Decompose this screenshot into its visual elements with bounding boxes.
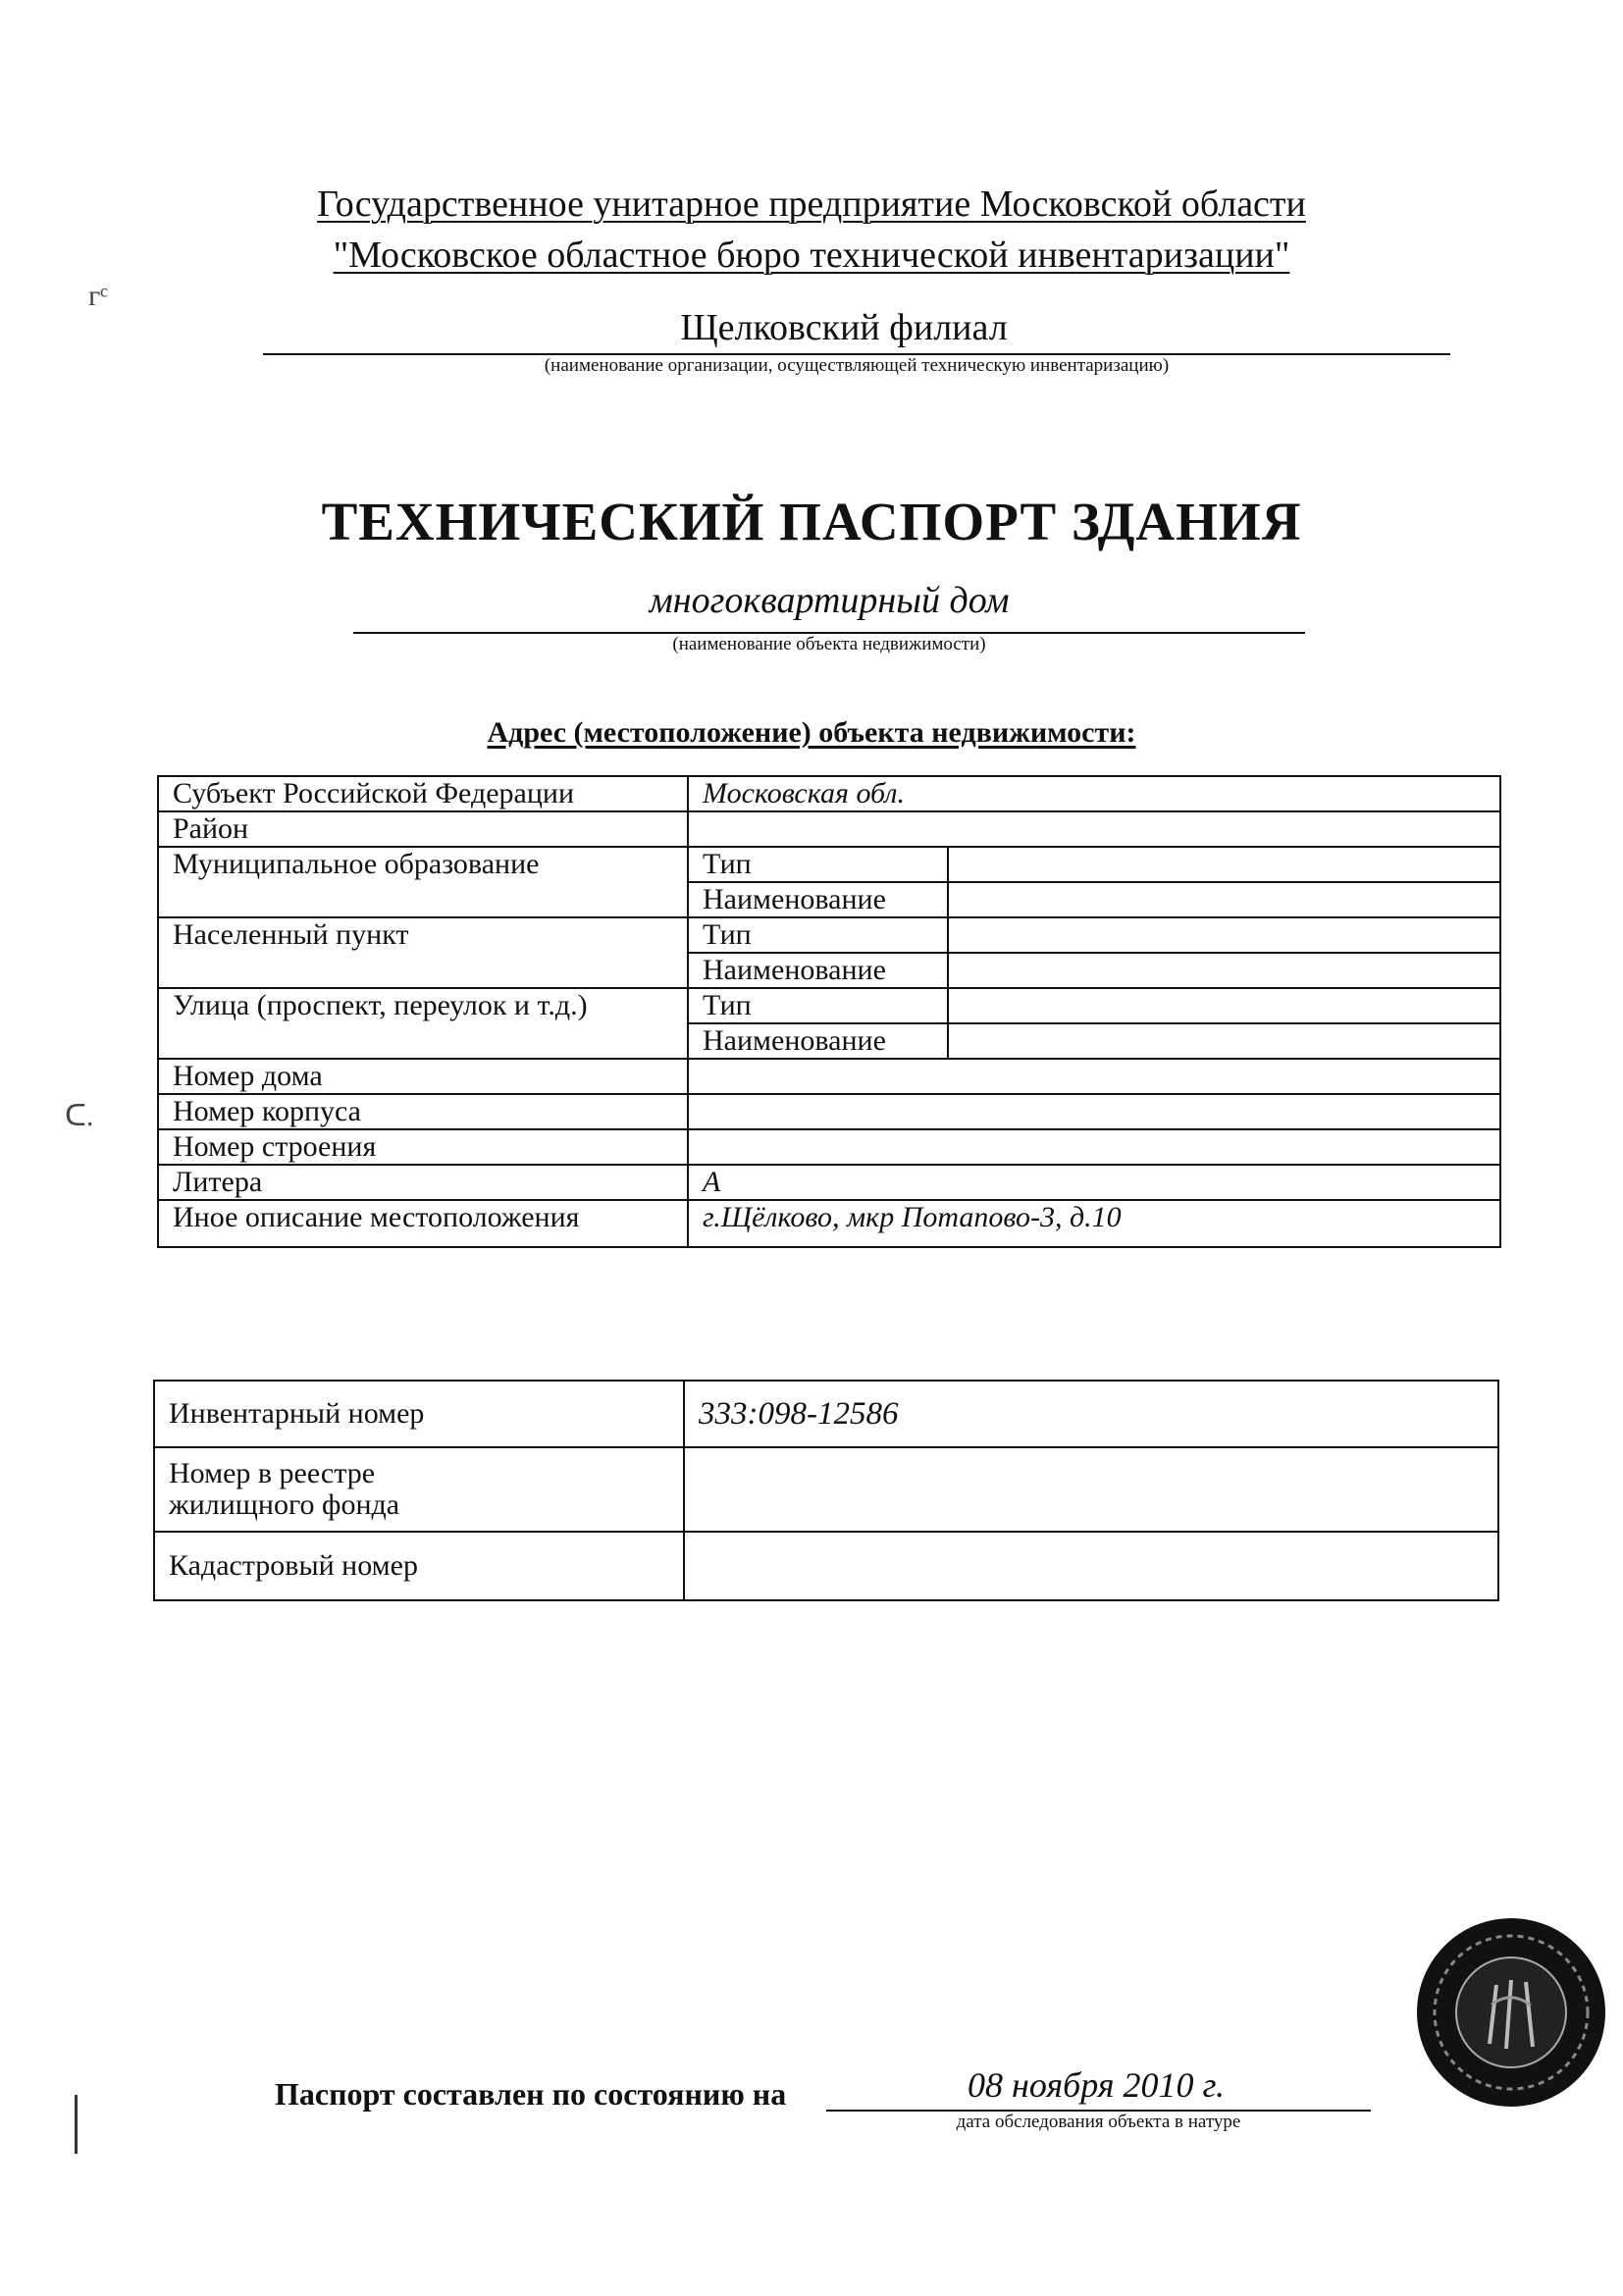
table-row [158, 1165, 1500, 1200]
cadastral-label: Кадастровый номер [154, 1532, 684, 1600]
inventory-value: 333:098-12586 [684, 1381, 1498, 1447]
object-name: многоквартирный дом [649, 580, 1010, 621]
table-row [158, 917, 1500, 953]
housing-registry-label [154, 1447, 684, 1532]
municipal-name-value [948, 882, 1500, 917]
address-heading: Адрес (местоположение) объекта недвижимости: [487, 716, 1136, 749]
structure-value [688, 1129, 1500, 1165]
housing-registry-value [684, 1447, 1498, 1532]
structure-label: Номер строения [158, 1129, 688, 1165]
inventory-label: Инвентарный номер [154, 1381, 684, 1447]
litera-label: Литера [158, 1165, 688, 1200]
table-row [154, 1447, 1498, 1532]
house-label: Номер дома [158, 1059, 688, 1094]
margin-mark: ᑕ. [65, 1100, 94, 1132]
settlement-name-value [948, 953, 1500, 988]
object-caption: (наименование объекта недвижимости) [672, 634, 986, 654]
margin-mark: ᴦᶜ [88, 280, 108, 312]
municipal-type-value [948, 847, 1500, 882]
table-row [158, 776, 1500, 811]
building-label: Номер корпуса [158, 1094, 688, 1129]
cadastral-value [684, 1532, 1498, 1600]
table-row [158, 988, 1500, 1023]
building-value [688, 1094, 1500, 1129]
subject-value: Московская обл. [688, 776, 1500, 811]
other-description-value: г.Щёлково, мкр Потапово-3, д.10 [688, 1200, 1500, 1247]
margin-mark [75, 2095, 78, 2154]
municipal-name-label: Наименование [688, 882, 948, 917]
subject-label: Субъект Российской Федерации [158, 776, 688, 811]
settlement-type-value [948, 917, 1500, 953]
survey-date: 08 ноября 2010 г. [967, 2065, 1226, 2105]
passport-state-label: Паспорт составлен по состоянию на [275, 2076, 787, 2112]
registry-table [153, 1380, 1499, 1601]
document-title: ТЕХНИЧЕСКИЙ ПАСПОРТ ЗДАНИЯ [321, 492, 1302, 551]
settlement-type-label: Тип [688, 917, 948, 953]
street-name-label: Наименование [688, 1023, 948, 1059]
table-row [158, 1200, 1500, 1247]
settlement-name-label: Наименование [688, 953, 948, 988]
street-type-value [948, 988, 1500, 1023]
housing-registry-label-line-2: жилищного фонда [169, 1488, 400, 1521]
table-row [154, 1381, 1498, 1447]
table-row [158, 847, 1500, 882]
table-row [154, 1532, 1498, 1600]
settlement-label: Населенный пункт [158, 917, 688, 988]
municipal-type-label: Тип [688, 847, 948, 882]
date-caption: дата обследования объекта в натуре [956, 2112, 1241, 2132]
organization-line-2: "Московское областное бюро технической инвентаризации" [333, 235, 1290, 276]
branch-name: Щелковский филиал [680, 307, 1008, 348]
house-value [688, 1059, 1500, 1094]
other-description-label: Иное описание местоположения [158, 1200, 688, 1247]
address-table [157, 775, 1501, 1248]
municipal-label: Муниципальное образование [158, 847, 688, 917]
litera-value: А [688, 1165, 1500, 1200]
housing-registry-label-line-1: Номер в реестре [169, 1457, 376, 1489]
stamp-seal-icon [1413, 1911, 1609, 2113]
table-row [158, 1059, 1500, 1094]
district-value [688, 811, 1500, 847]
street-label: Улица (проспект, переулок и т.д.) [158, 988, 688, 1059]
table-row [158, 1129, 1500, 1165]
district-label: Район [158, 811, 688, 847]
branch-caption: (наименование организации, осуществляющей техническую инвентаризацию) [544, 355, 1170, 376]
street-name-value [948, 1023, 1500, 1059]
table-row [158, 811, 1500, 847]
table-row [158, 1094, 1500, 1129]
organization-line-1: Государственное унитарное предприятие Московской области [317, 183, 1306, 225]
street-type-label: Тип [688, 988, 948, 1023]
